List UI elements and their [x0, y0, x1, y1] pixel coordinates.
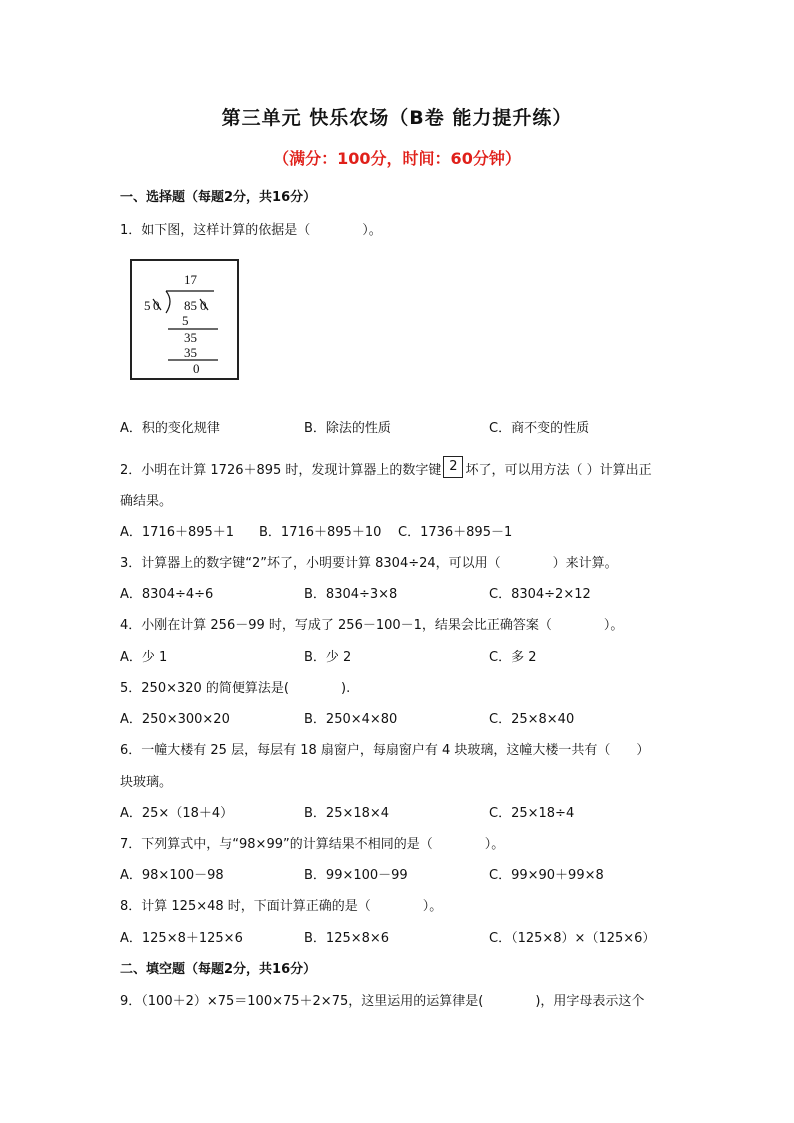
- question-6-option-a: A．25×（18＋4）: [120, 806, 234, 821]
- question-8-option-b: B．125×8×6: [304, 931, 390, 946]
- question-7-stem: 7．下列算式中，与“98×99”的计算结果不相同的是（ ）。: [120, 837, 505, 852]
- question-5-option-b: B．250×4×80: [304, 712, 398, 727]
- question-3-option-b: B．8304÷3×8: [304, 587, 398, 602]
- page-subtitle: （满分：100分，时间：60分钟）: [273, 149, 521, 168]
- question-2-stem-part1: 2．小明在计算 1726＋895 时，发现计算器上的数字键: [120, 463, 442, 478]
- question-3-option-c: C．8304÷2×12: [489, 587, 591, 602]
- long-division-drawing: [132, 261, 237, 378]
- question-2-option-a: A．1716＋895＋1: [120, 525, 235, 540]
- question-5-stem: 5．250×320 的简便算法是( ).: [120, 681, 351, 696]
- question-1-option-c: C．商不变的性质: [489, 421, 590, 436]
- section-heading-fill: 二、填空题（每题2分，共16分）: [120, 962, 317, 977]
- question-6-option-c: C．25×18÷4: [489, 806, 575, 821]
- question-2-stem: [120, 456, 652, 478]
- remainder-text: 0: [193, 361, 200, 376]
- question-3-stem: 3．计算器上的数字键“2”坏了，小明要计算 8304÷24，可以用（ ）来计算。: [120, 556, 618, 571]
- question-6-option-b: B．25×18×4: [304, 806, 390, 821]
- question-4-stem: 4．小刚在计算 256－99 时，写成了 256－100－1，结果会比正确答案（ ）。: [120, 618, 624, 633]
- question-9-stem: 9．（100＋2）×75＝100×75＋2×75，这里运用的运算律是( )，用字母表示这个: [120, 994, 645, 1009]
- question-8-stem: 8．计算 125×48 时，下面计算正确的是（ ）。: [120, 899, 443, 914]
- question-8-option-a: A．125×8＋125×6: [120, 931, 243, 946]
- question-4-option-c: C．多 2: [489, 650, 537, 665]
- question-2-stem-part2: 坏了，可以用方法（ ）计算出正: [465, 463, 652, 478]
- question-7-option-b: B．99×100－99: [304, 868, 408, 883]
- question-4-option-a: A．少 1: [120, 650, 168, 665]
- question-7-option-a: A．98×100－98: [120, 868, 224, 883]
- question-4-option-b: B．少 2: [304, 650, 352, 665]
- dividend-crossed-zero: 0: [200, 298, 207, 313]
- divisor-text: 5: [144, 298, 151, 313]
- question-3-option-a: A．8304÷4÷6: [120, 587, 214, 602]
- question-1-option-a: A．积的变化规律: [120, 421, 220, 436]
- dividend-text: 85: [184, 298, 197, 313]
- division-bracket: [166, 291, 170, 313]
- question-7-option-c: C．99×90＋99×8: [489, 868, 604, 883]
- calculator-key-2-icon: 2: [443, 456, 463, 478]
- question-1-stem: 1．如下图，这样计算的依据是（ ）。: [120, 223, 382, 238]
- page-title: 第三单元 快乐农场（B卷 能力提升练）: [221, 107, 573, 129]
- subtract-step-1: 5: [182, 313, 189, 328]
- question-2-option-c: C．1736＋895－1: [398, 525, 513, 540]
- question-6-stem: 6．一幢大楼有 25 层，每层有 18 扇窗户，每扇窗户有 4 块玻璃，这幢大楼一共有（ ）: [120, 743, 650, 758]
- section-heading-choice: 一、选择题（每题2分，共16分）: [120, 190, 317, 205]
- question-8-option-c: C．（125×8）×（125×6）: [489, 931, 656, 946]
- long-division-figure: [130, 259, 239, 380]
- question-6-stem-line2: 块玻璃。: [120, 775, 173, 790]
- quotient-text: 17: [184, 272, 197, 287]
- question-2-stem-line2: 确结果。: [120, 494, 173, 509]
- subtract-step-3: 35: [184, 345, 197, 360]
- question-2-option-b: B．1716＋895＋10: [259, 525, 382, 540]
- question-5-option-c: C．25×8×40: [489, 712, 575, 727]
- subtract-step-2: 35: [184, 330, 197, 345]
- question-1-option-b: B．除法的性质: [304, 421, 391, 436]
- divisor-crossed-zero: 0: [153, 298, 160, 313]
- question-5-option-a: A．250×300×20: [120, 712, 230, 727]
